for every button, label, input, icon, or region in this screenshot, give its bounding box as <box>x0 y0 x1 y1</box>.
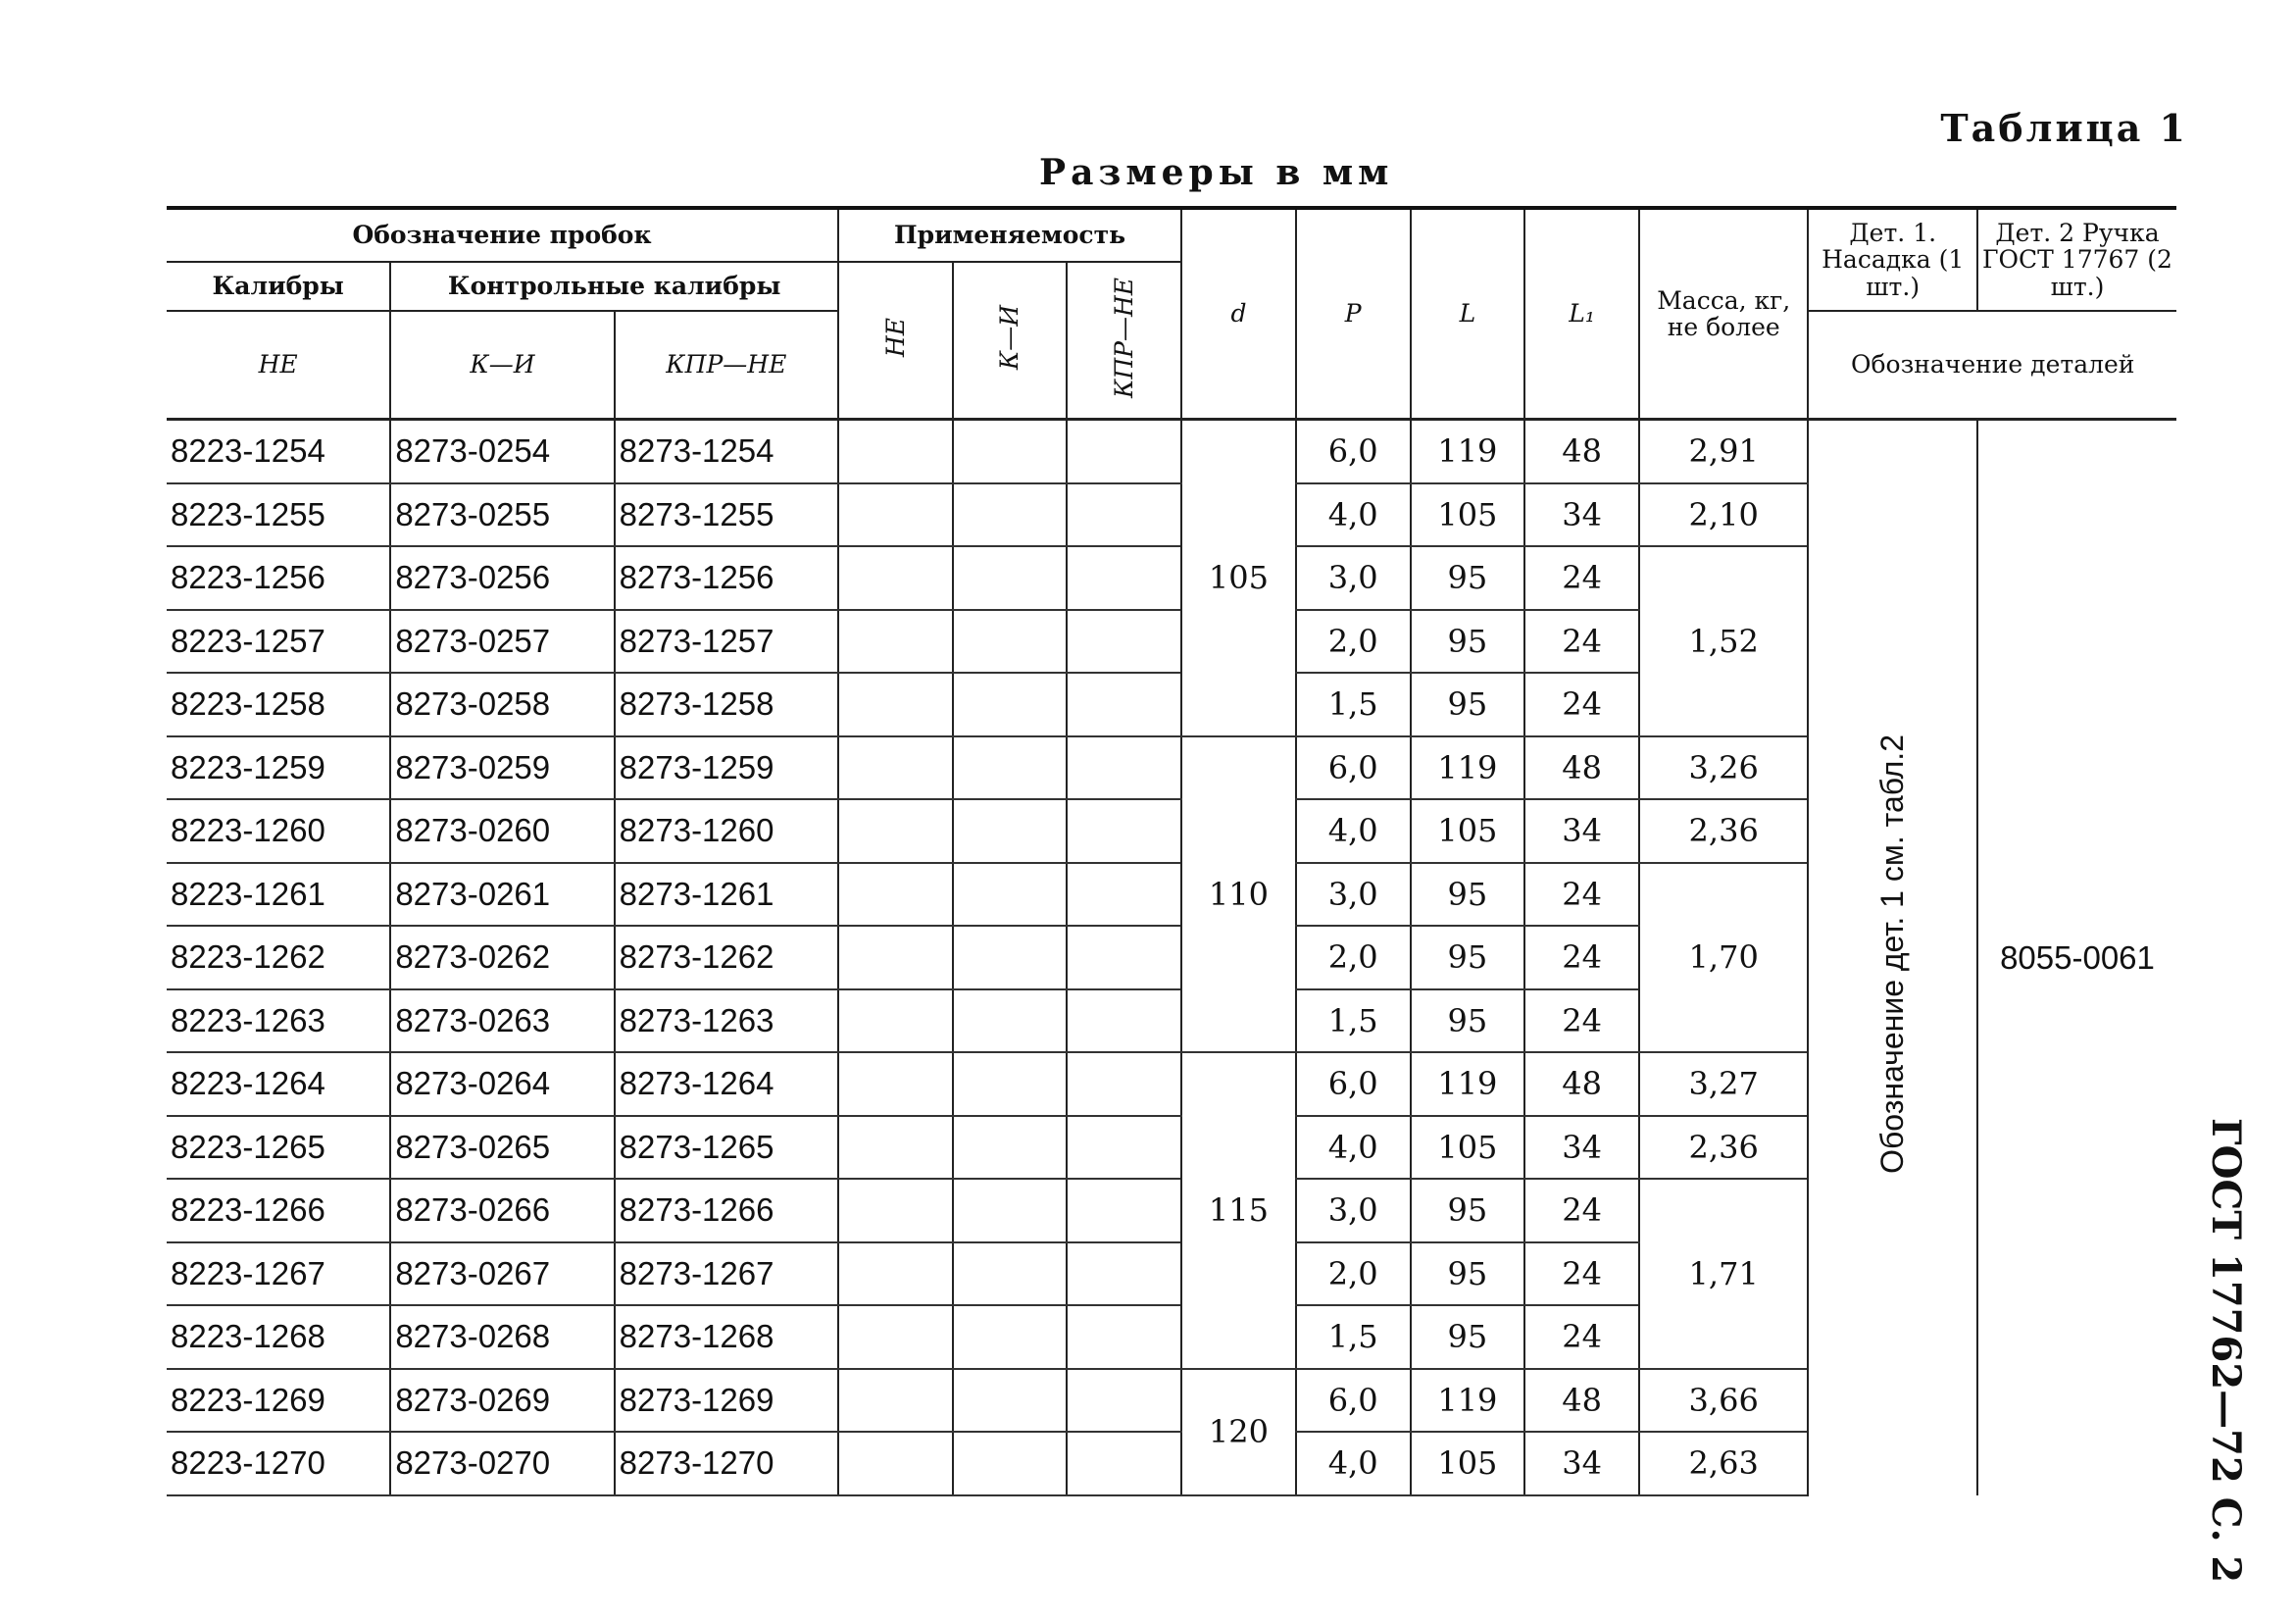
cell-ne: 8223-1265 <box>167 1116 390 1180</box>
cell-kpr-ne: 8273-1263 <box>615 989 838 1053</box>
cell-L: 95 <box>1411 1242 1525 1306</box>
table-body <box>167 420 2176 1495</box>
cell-k-i: 8273-0259 <box>390 736 614 800</box>
cell-L1: 34 <box>1524 483 1639 547</box>
cell-L: 95 <box>1411 863 1525 927</box>
cell-d: 110 <box>1181 736 1296 1053</box>
dimensions-table <box>167 206 2176 1496</box>
cell-app-ne <box>838 610 953 674</box>
header-parts-designation: Обозначение деталей <box>1808 311 2176 420</box>
cell-k-i: 8273-0267 <box>390 1242 614 1306</box>
table-header <box>167 208 2176 420</box>
cell-app-kpr-ne <box>1067 610 1181 674</box>
header-app-k-i <box>953 262 1068 420</box>
cell-k-i: 8273-0268 <box>390 1305 614 1369</box>
cell-ne: 8223-1269 <box>167 1369 390 1433</box>
cell-ne: 8223-1257 <box>167 610 390 674</box>
cell-k-i: 8273-0255 <box>390 483 614 547</box>
cell-P: 6,0 <box>1296 420 1411 483</box>
cell-app-kpr-ne <box>1067 1179 1181 1242</box>
header-designation-group: Обозначение пробок <box>167 208 838 262</box>
cell-det1-note <box>1808 420 1977 1495</box>
cell-app-kpr-ne <box>1067 989 1181 1053</box>
cell-app-kpr-ne <box>1067 799 1181 863</box>
cell-L1: 24 <box>1524 989 1639 1053</box>
cell-L1: 34 <box>1524 1432 1639 1495</box>
cell-app-kpr-ne <box>1067 673 1181 736</box>
cell-det2-value: 8055-0061 <box>1977 420 2176 1495</box>
cell-P: 6,0 <box>1296 1369 1411 1433</box>
cell-ne: 8223-1258 <box>167 673 390 736</box>
header-k-i: К—И <box>390 311 614 420</box>
cell-L: 119 <box>1411 1052 1525 1116</box>
cell-ne: 8223-1268 <box>167 1305 390 1369</box>
cell-k-i: 8273-0254 <box>390 420 614 483</box>
cell-L1: 24 <box>1524 546 1639 610</box>
cell-kpr-ne: 8273-1254 <box>615 420 838 483</box>
cell-ne: 8223-1263 <box>167 989 390 1053</box>
cell-L1: 24 <box>1524 610 1639 674</box>
cell-kpr-ne: 8273-1258 <box>615 673 838 736</box>
cell-app-ne <box>838 1369 953 1433</box>
cell-mass: 3,66 <box>1639 1369 1809 1433</box>
cell-k-i: 8273-0265 <box>390 1116 614 1180</box>
cell-k-i: 8273-0262 <box>390 926 614 989</box>
cell-mass: 2,36 <box>1639 799 1809 863</box>
cell-app-kpr-ne <box>1067 1305 1181 1369</box>
cell-L: 95 <box>1411 673 1525 736</box>
cell-ne: 8223-1255 <box>167 483 390 547</box>
cell-L: 105 <box>1411 1116 1525 1180</box>
cell-L1: 24 <box>1524 1305 1639 1369</box>
cell-L1: 48 <box>1524 420 1639 483</box>
cell-app-ne <box>838 1305 953 1369</box>
cell-mass: 1,52 <box>1639 546 1809 736</box>
cell-mass: 1,70 <box>1639 863 1809 1053</box>
cell-L1: 34 <box>1524 1116 1639 1180</box>
cell-app-ne <box>838 1242 953 1306</box>
cell-app-ne <box>838 546 953 610</box>
cell-k-i: 8273-0260 <box>390 799 614 863</box>
cell-app-k-i <box>953 1305 1068 1369</box>
cell-app-ne <box>838 799 953 863</box>
cell-app-ne <box>838 420 953 483</box>
cell-ne: 8223-1270 <box>167 1432 390 1495</box>
cell-app-k-i <box>953 1369 1068 1433</box>
cell-mass: 3,26 <box>1639 736 1809 800</box>
units-caption: Размеры в мм <box>1039 152 1394 193</box>
cell-mass: 3,27 <box>1639 1052 1809 1116</box>
cell-k-i: 8273-0269 <box>390 1369 614 1433</box>
cell-L: 119 <box>1411 420 1525 483</box>
cell-k-i: 8273-0263 <box>390 989 614 1053</box>
cell-app-ne <box>838 673 953 736</box>
cell-k-i: 8273-0270 <box>390 1432 614 1495</box>
cell-ne: 8223-1259 <box>167 736 390 800</box>
cell-L: 95 <box>1411 610 1525 674</box>
cell-app-k-i <box>953 420 1068 483</box>
cell-L1: 24 <box>1524 1242 1639 1306</box>
cell-mass: 2,63 <box>1639 1432 1809 1495</box>
cell-kpr-ne: 8273-1257 <box>615 610 838 674</box>
header-d: d <box>1181 208 1296 420</box>
cell-L: 105 <box>1411 1432 1525 1495</box>
table-title: Таблица 1 <box>1940 106 2188 150</box>
side-reference <box>2200 1118 2259 1584</box>
cell-ne: 8223-1262 <box>167 926 390 989</box>
cell-app-k-i <box>953 926 1068 989</box>
cell-L: 105 <box>1411 799 1525 863</box>
header-L1: L₁ <box>1524 208 1639 420</box>
cell-kpr-ne: 8273-1260 <box>615 799 838 863</box>
cell-kpr-ne: 8273-1256 <box>615 546 838 610</box>
side-reference-text: ГОСТ 17762—72 С. 2 <box>2203 1118 2249 1584</box>
cell-ne: 8223-1261 <box>167 863 390 927</box>
cell-app-k-i <box>953 1052 1068 1116</box>
cell-P: 4,0 <box>1296 1116 1411 1180</box>
cell-P: 4,0 <box>1296 483 1411 547</box>
cell-app-k-i <box>953 736 1068 800</box>
cell-app-ne <box>838 736 953 800</box>
cell-app-k-i <box>953 610 1068 674</box>
cell-kpr-ne: 8273-1270 <box>615 1432 838 1495</box>
cell-k-i: 8273-0257 <box>390 610 614 674</box>
cell-app-k-i <box>953 799 1068 863</box>
cell-ne: 8223-1254 <box>167 420 390 483</box>
cell-kpr-ne: 8273-1269 <box>615 1369 838 1433</box>
cell-L1: 24 <box>1524 863 1639 927</box>
header-L: L <box>1411 208 1525 420</box>
cell-P: 3,0 <box>1296 1179 1411 1242</box>
cell-app-ne <box>838 1116 953 1180</box>
cell-P: 4,0 <box>1296 799 1411 863</box>
cell-d: 105 <box>1181 420 1296 736</box>
cell-L: 95 <box>1411 546 1525 610</box>
cell-L1: 24 <box>1524 673 1639 736</box>
cell-mass: 1,71 <box>1639 1179 1809 1369</box>
cell-app-ne <box>838 1432 953 1495</box>
cell-app-kpr-ne <box>1067 1369 1181 1433</box>
cell-app-kpr-ne <box>1067 1432 1181 1495</box>
cell-P: 2,0 <box>1296 926 1411 989</box>
cell-L1: 34 <box>1524 799 1639 863</box>
header-app-k-i-text: К—И <box>995 305 1024 371</box>
cell-P: 1,5 <box>1296 989 1411 1053</box>
cell-app-kpr-ne <box>1067 483 1181 547</box>
det1-note-text: Обозначение дет. 1 см. табл.2 <box>1874 734 1911 1174</box>
cell-app-k-i <box>953 483 1068 547</box>
cell-app-k-i <box>953 1179 1068 1242</box>
cell-L: 95 <box>1411 1179 1525 1242</box>
cell-app-ne <box>838 989 953 1053</box>
cell-kpr-ne: 8273-1259 <box>615 736 838 800</box>
header-app-kpr-ne-text: КПР—НЕ <box>1110 277 1138 398</box>
header-ne: НЕ <box>167 311 390 420</box>
cell-app-k-i <box>953 1432 1068 1495</box>
cell-app-k-i <box>953 1116 1068 1180</box>
header-control-kalibry: Контрольные калибры <box>390 262 838 311</box>
header-applicability-group: Применяемость <box>838 208 1181 262</box>
cell-app-k-i <box>953 546 1068 610</box>
cell-kpr-ne: 8273-1264 <box>615 1052 838 1116</box>
cell-app-k-i <box>953 989 1068 1053</box>
header-app-ne <box>838 262 953 420</box>
cell-app-ne <box>838 863 953 927</box>
cell-P: 3,0 <box>1296 863 1411 927</box>
cell-L1: 48 <box>1524 1052 1639 1116</box>
cell-app-ne <box>838 1179 953 1242</box>
cell-ne: 8223-1266 <box>167 1179 390 1242</box>
cell-app-k-i <box>953 863 1068 927</box>
cell-app-ne <box>838 483 953 547</box>
cell-k-i: 8273-0261 <box>390 863 614 927</box>
cell-kpr-ne: 8273-1265 <box>615 1116 838 1180</box>
cell-app-kpr-ne <box>1067 546 1181 610</box>
cell-P: 2,0 <box>1296 610 1411 674</box>
cell-app-kpr-ne <box>1067 863 1181 927</box>
cell-ne: 8223-1256 <box>167 546 390 610</box>
header-mass: Масса, кг, не более <box>1639 208 1809 420</box>
cell-L1: 24 <box>1524 926 1639 989</box>
cell-app-k-i <box>953 1242 1068 1306</box>
cell-P: 6,0 <box>1296 736 1411 800</box>
cell-kpr-ne: 8273-1266 <box>615 1179 838 1242</box>
cell-mass: 2,36 <box>1639 1116 1809 1180</box>
cell-ne: 8223-1260 <box>167 799 390 863</box>
cell-k-i: 8273-0258 <box>390 673 614 736</box>
cell-app-kpr-ne <box>1067 420 1181 483</box>
cell-kpr-ne: 8273-1267 <box>615 1242 838 1306</box>
cell-app-kpr-ne <box>1067 1116 1181 1180</box>
cell-d: 115 <box>1181 1052 1296 1369</box>
cell-k-i: 8273-0264 <box>390 1052 614 1116</box>
header-kalibry: Калибры <box>167 262 390 311</box>
header-kpr-ne: КПР—НЕ <box>615 311 838 420</box>
cell-k-i: 8273-0256 <box>390 546 614 610</box>
table-row <box>167 420 2176 483</box>
cell-L: 95 <box>1411 1305 1525 1369</box>
header-app-kpr-ne <box>1067 262 1181 420</box>
cell-P: 1,5 <box>1296 673 1411 736</box>
cell-L: 105 <box>1411 483 1525 547</box>
cell-mass: 2,91 <box>1639 420 1809 483</box>
header-app-ne-text: НЕ <box>880 318 910 358</box>
cell-ne: 8223-1264 <box>167 1052 390 1116</box>
cell-app-ne <box>838 926 953 989</box>
cell-L: 95 <box>1411 926 1525 989</box>
cell-kpr-ne: 8273-1261 <box>615 863 838 927</box>
cell-P: 3,0 <box>1296 546 1411 610</box>
cell-L1: 24 <box>1524 1179 1639 1242</box>
cell-L: 119 <box>1411 1369 1525 1433</box>
cell-app-kpr-ne <box>1067 736 1181 800</box>
cell-L1: 48 <box>1524 1369 1639 1433</box>
cell-P: 2,0 <box>1296 1242 1411 1306</box>
cell-k-i: 8273-0266 <box>390 1179 614 1242</box>
cell-app-kpr-ne <box>1067 926 1181 989</box>
cell-mass: 2,10 <box>1639 483 1809 547</box>
cell-app-kpr-ne <box>1067 1052 1181 1116</box>
cell-P: 6,0 <box>1296 1052 1411 1116</box>
cell-app-kpr-ne <box>1067 1242 1181 1306</box>
cell-ne: 8223-1267 <box>167 1242 390 1306</box>
cell-P: 4,0 <box>1296 1432 1411 1495</box>
cell-kpr-ne: 8273-1255 <box>615 483 838 547</box>
cell-d: 120 <box>1181 1369 1296 1495</box>
header-P: P <box>1296 208 1411 420</box>
cell-kpr-ne: 8273-1262 <box>615 926 838 989</box>
header-det2: Дет. 2 Ручка ГОСТ 17767 (2 шт.) <box>1977 208 2176 311</box>
cell-app-ne <box>838 1052 953 1116</box>
cell-L: 95 <box>1411 989 1525 1053</box>
header-det1: Дет. 1. Насадка (1 шт.) <box>1808 208 1977 311</box>
cell-L1: 48 <box>1524 736 1639 800</box>
cell-L: 119 <box>1411 736 1525 800</box>
cell-P: 1,5 <box>1296 1305 1411 1369</box>
cell-kpr-ne: 8273-1268 <box>615 1305 838 1369</box>
cell-app-k-i <box>953 673 1068 736</box>
